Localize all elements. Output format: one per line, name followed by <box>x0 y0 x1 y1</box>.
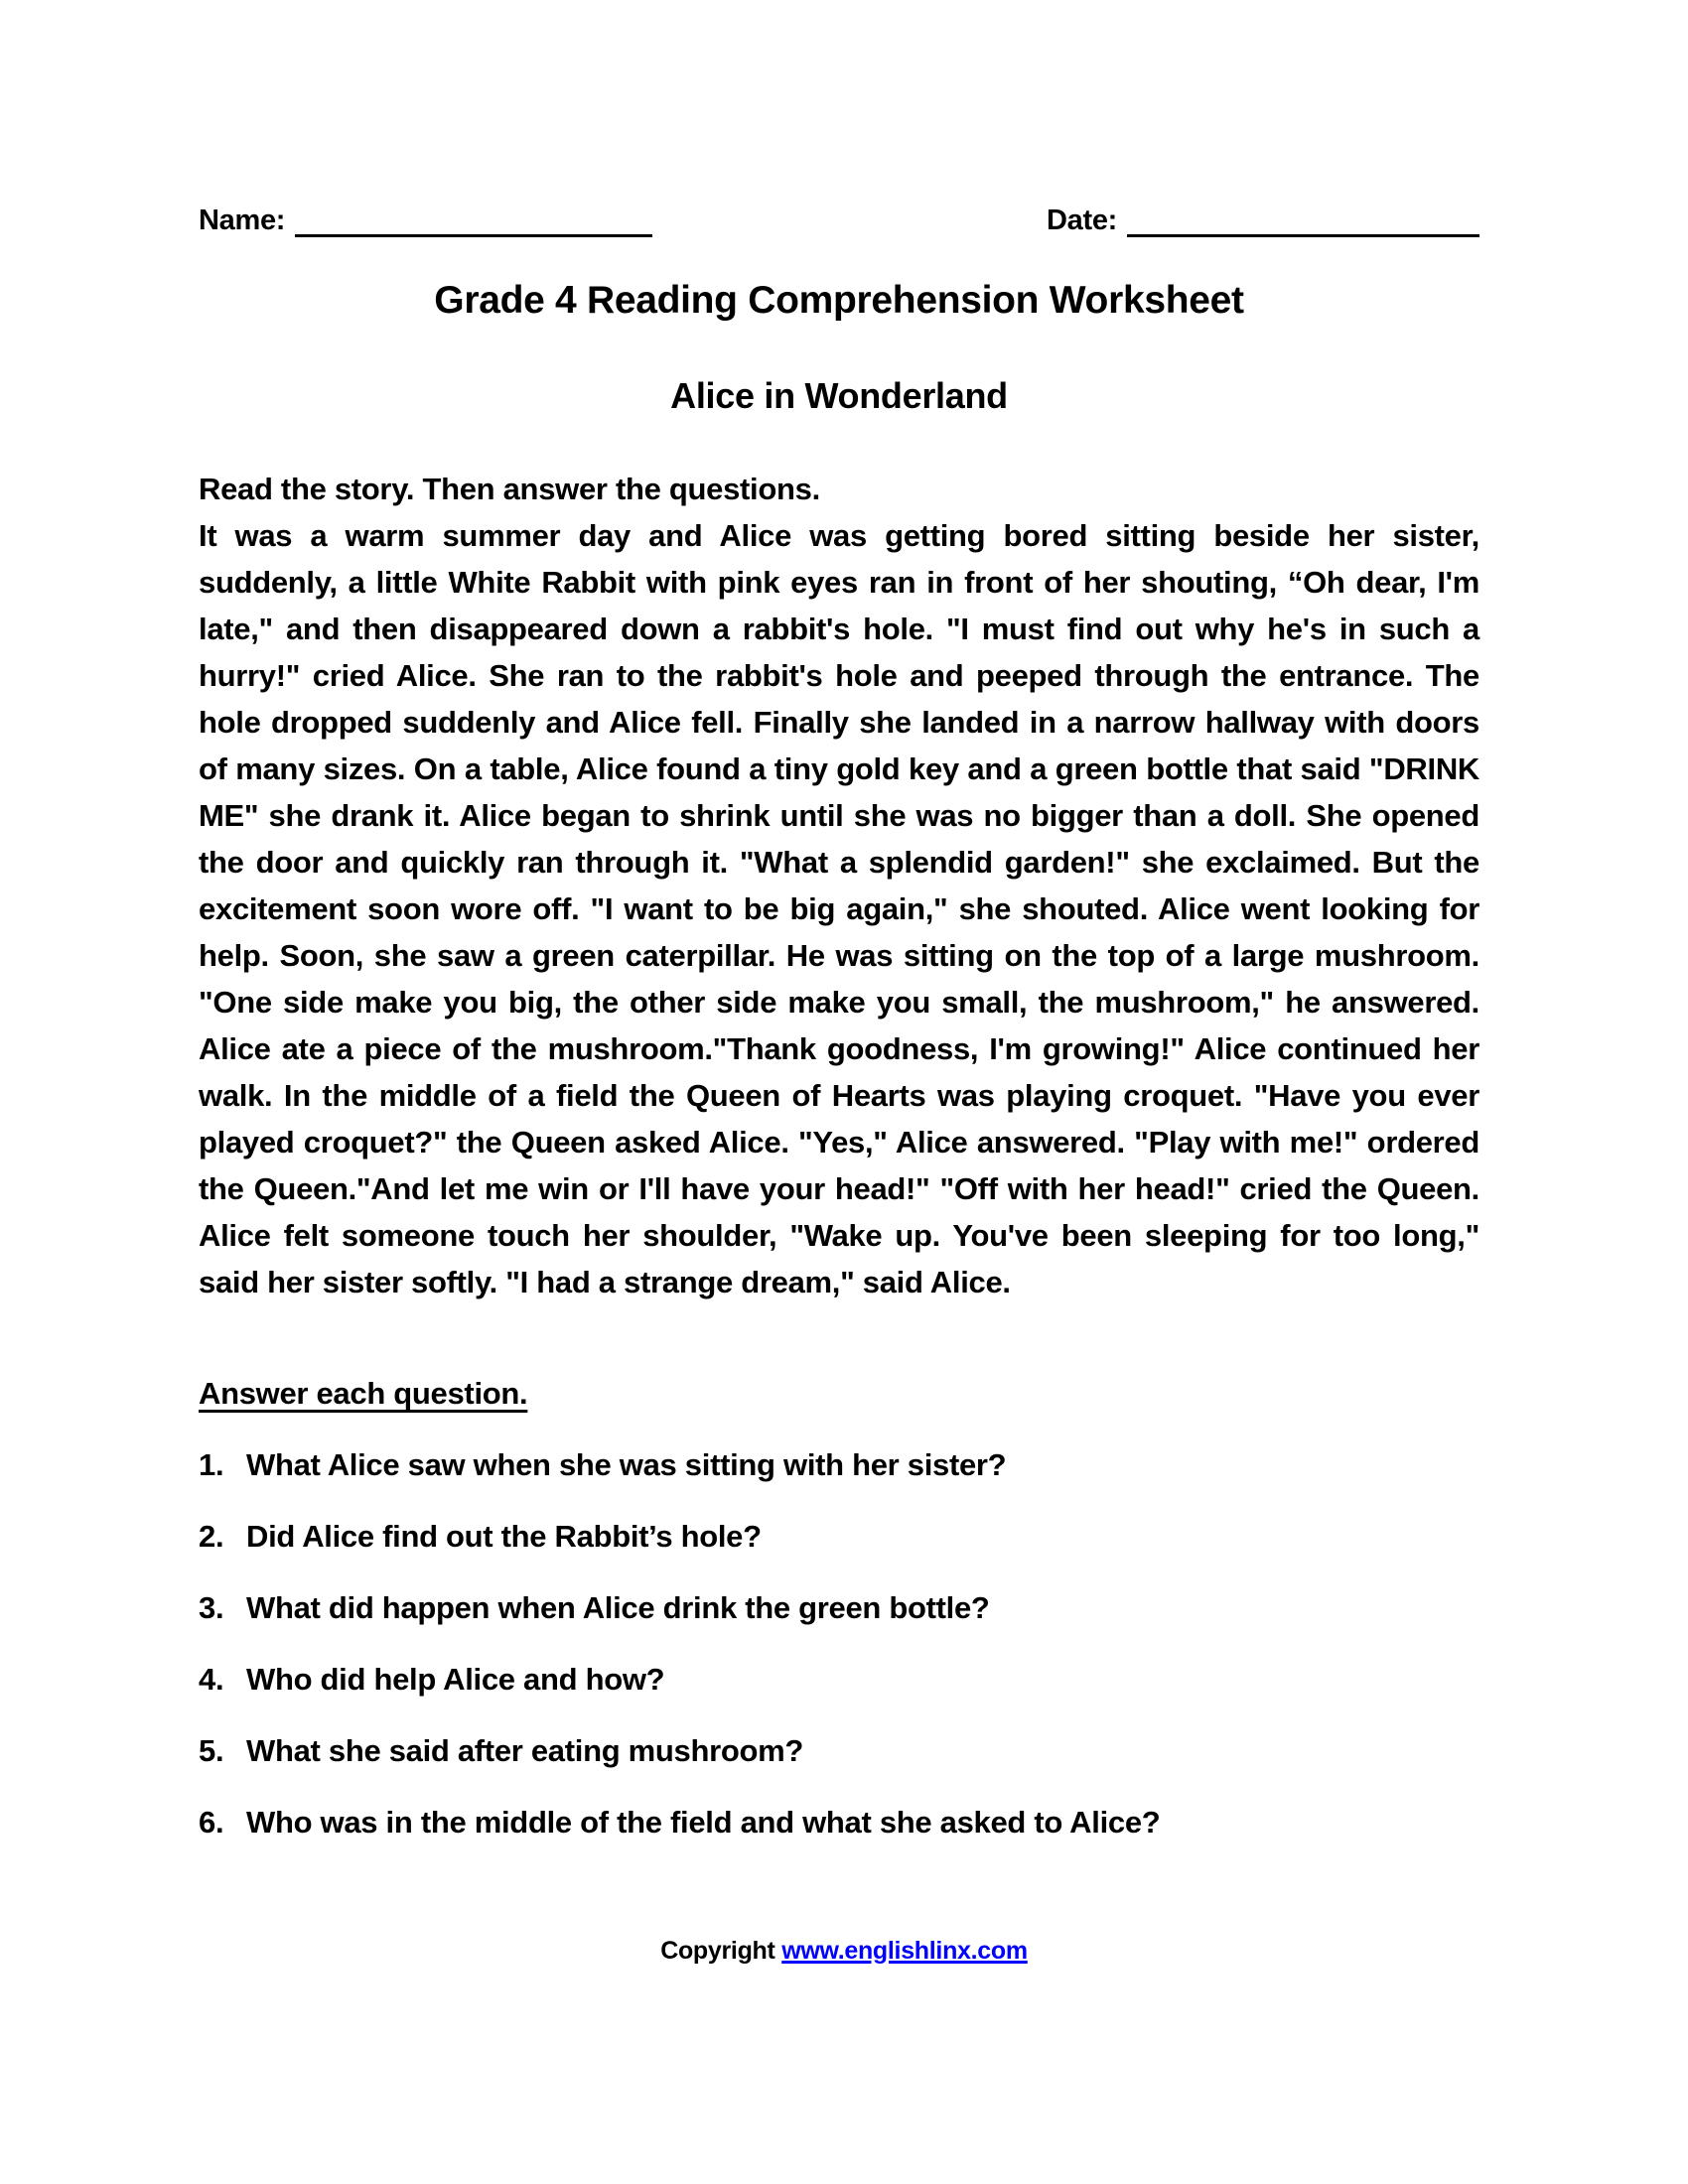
instructions-text: Read the story. Then answer the questions. <box>199 472 820 506</box>
page-title: Grade 4 Reading Comprehension Worksheet <box>434 279 1244 322</box>
question-item <box>199 1441 1479 1488</box>
question-number: 4. <box>199 1662 224 1697</box>
name-label: Name: <box>199 205 286 236</box>
answer-section-heading: Answer each question. <box>199 1376 528 1411</box>
story-text: It was a warm summer day and Alice was getting bored sitting beside her sister, suddenly, a little White Rabbit with pink eyes ran in front of her shouting, “Oh dear, I'm late," and then disappeared down a rabbit's hole. "I must find out why he's in such a hurry!" cried Alice. She ran to the rabbit's hole and peeped through the entrance. The hole dropped suddenly and Alice fell. Finally she landed in a narrow hallway with doors of many sizes. On a table, Alice found a tiny gold key and a green bottle that said "DRINK ME" she drank it. Alice began to shrink until she was no bigger than a doll. She opened the door and quickly ran through it. "What a splendid garden!" she exclaimed. But the excitement soon wore off. "I want to be big again," she shouted. Alice went looking for help. Soon, she saw a green caterpillar. He was sitting on the top of a large mushroom. "One side make you big, the other side make you small, the mushroom," he answered. Alice ate a piece of the mushroom."Thank goodness, I'm growing!" Alice continued her walk. In the middle of a field the Queen of Hearts was playing croquet. "Have you ever played croquet?" the Queen asked Alice. "Yes," Alice answered. "Play with me!" ordered the Queen."And let me win or I'll have your head!" "Off with her head!" cried the Queen. Alice felt someone touch her shoulder, "Wake up. You've been sleeping for too long," said her sister softly. "I had a strange dream," said Alice. <box>199 518 1479 1299</box>
name-blank-line <box>295 205 652 237</box>
question-number: 2. <box>199 1519 224 1554</box>
date-blank-line <box>1127 205 1479 237</box>
question-item <box>199 1727 1479 1774</box>
question-number: 5. <box>199 1733 224 1768</box>
question-text: Who did help Alice and how? <box>246 1662 665 1697</box>
date-label: Date: <box>1046 205 1117 236</box>
question-number: 6. <box>199 1805 224 1840</box>
question-text: What Alice saw when she was sitting with her sister? <box>246 1447 1007 1482</box>
footer <box>0 1936 1688 1966</box>
englishlinx-link[interactable]: www.englishlinx.com <box>781 1937 1028 1965</box>
question-item <box>199 1584 1479 1631</box>
question-list <box>199 1441 1479 1845</box>
question-text: Who was in the middle of the field and what she asked to Alice? <box>246 1805 1161 1840</box>
question-number: 3. <box>199 1590 224 1625</box>
name-field-group <box>199 204 652 237</box>
question-item <box>199 1799 1479 1845</box>
header-row <box>199 204 1479 237</box>
question-number: 1. <box>199 1447 224 1482</box>
question-item <box>199 1656 1479 1703</box>
question-text: Did Alice find out the Rabbit’s hole? <box>246 1519 762 1554</box>
worksheet-content <box>199 0 1479 1861</box>
question-text: What did happen when Alice drink the green bottle? <box>246 1590 990 1625</box>
question-item <box>199 1513 1479 1560</box>
copyright-label: Copyright <box>660 1937 775 1965</box>
question-text: What she said after eating mushroom? <box>246 1733 804 1768</box>
page-subtitle: Alice in Wonderland <box>670 375 1008 416</box>
date-field-group <box>1047 204 1479 237</box>
